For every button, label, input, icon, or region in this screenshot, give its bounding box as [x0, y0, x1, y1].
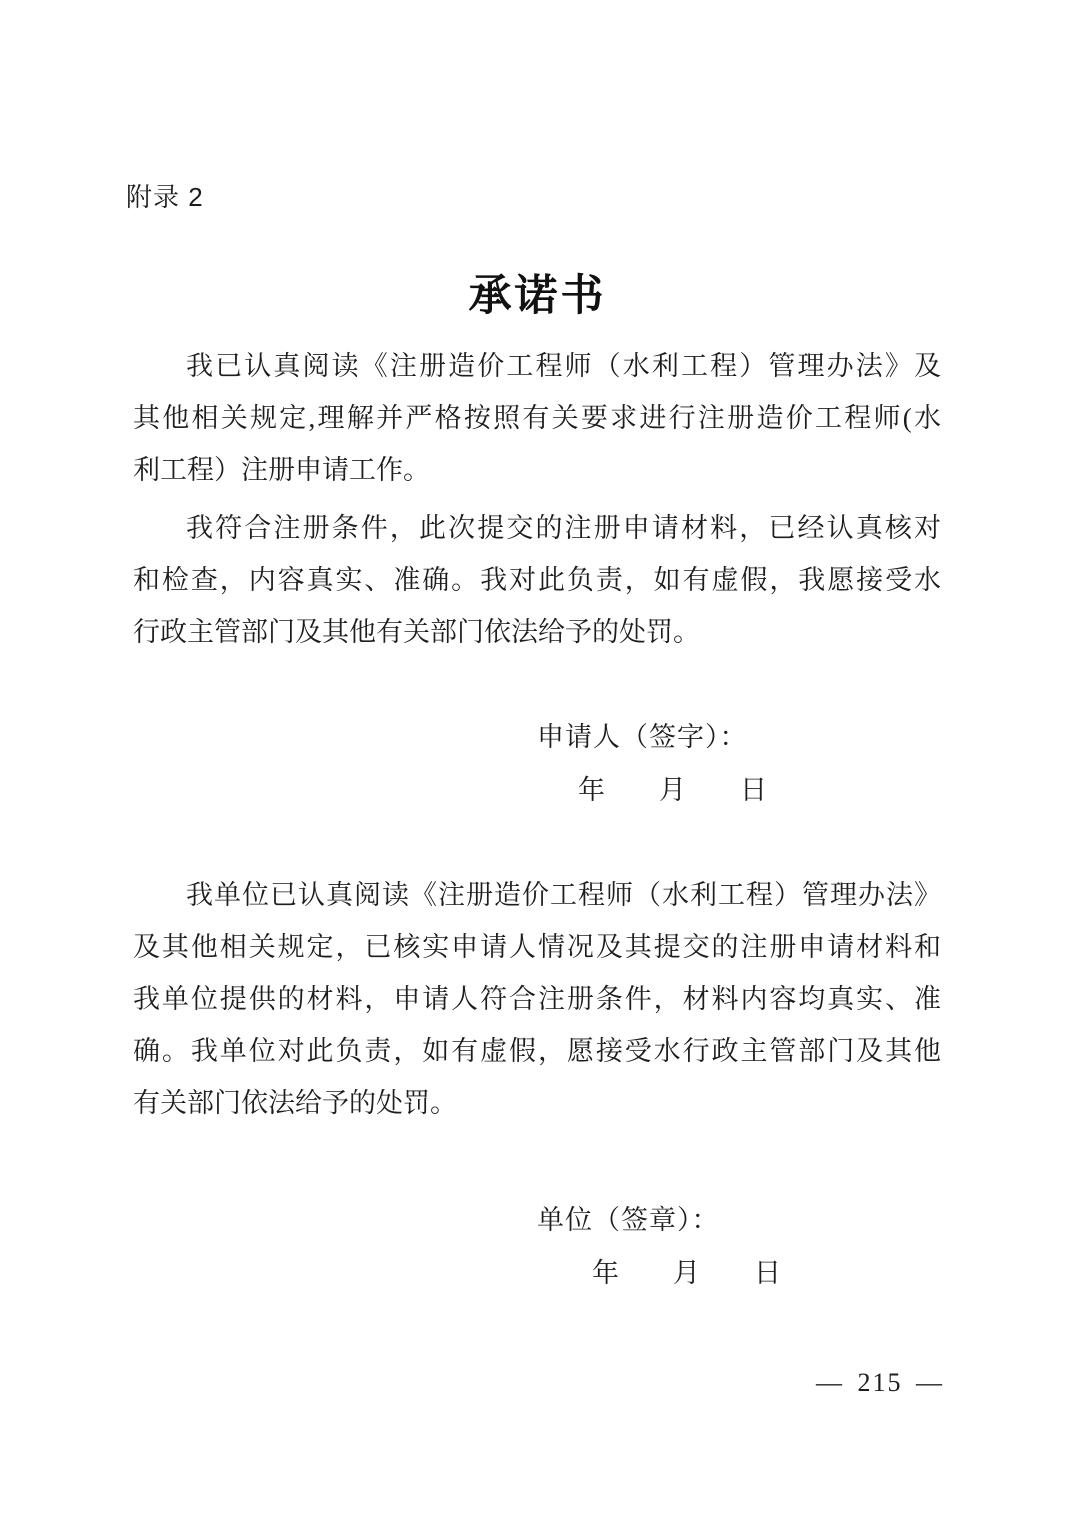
page-number: — 215 —	[816, 1368, 944, 1397]
paragraph-line: 其他相关规定,理解并严格按照有关要求进行注册造价工程师(水	[133, 403, 941, 433]
paragraph-line: 和检查，内容真实、准确。我对此负责，如有虚假，我愿接受水	[133, 565, 941, 595]
paragraph-line: 有关部门依法给予的处罚。	[133, 1088, 457, 1118]
paragraph-line: 我单位提供的材料，申请人符合注册条件，材料内容均真实、准	[133, 984, 941, 1014]
paragraph-line: 利工程）注册申请工作。	[133, 455, 430, 485]
paragraph-line: 我已认真阅读《注册造价工程师（水利工程）管理办法》及	[186, 351, 941, 381]
paragraph-line: 及其他相关规定，已核实申请人情况及其提交的注册申请材料和	[133, 932, 941, 962]
paragraph-line: 确。我单位对此负责，如有虚假，愿接受水行政主管部门及其他	[133, 1036, 941, 1066]
paragraph-line: 我符合注册条件，此次提交的注册申请材料，已经认真核对	[186, 513, 941, 543]
applicant-paragraph-1	[133, 340, 941, 496]
appendix-label: 附录 2	[126, 182, 204, 212]
employer-paragraph	[133, 869, 941, 1129]
document-title: 承诺书	[468, 273, 607, 320]
paragraph-line: 我单位已认真阅读《注册造价工程师（水利工程）管理办法》	[186, 880, 941, 910]
applicant-date-line: 年 月 日	[578, 775, 767, 805]
employer-date-line: 年 月 日	[592, 1258, 781, 1288]
applicant-signature-label: 申请人（签字）：	[537, 722, 748, 752]
employer-signature-label: 单位（签章）：	[537, 1205, 720, 1235]
applicant-paragraph-2	[133, 502, 941, 658]
paragraph-line: 行政主管部门及其他有关部门依法给予的处罚。	[133, 617, 700, 647]
